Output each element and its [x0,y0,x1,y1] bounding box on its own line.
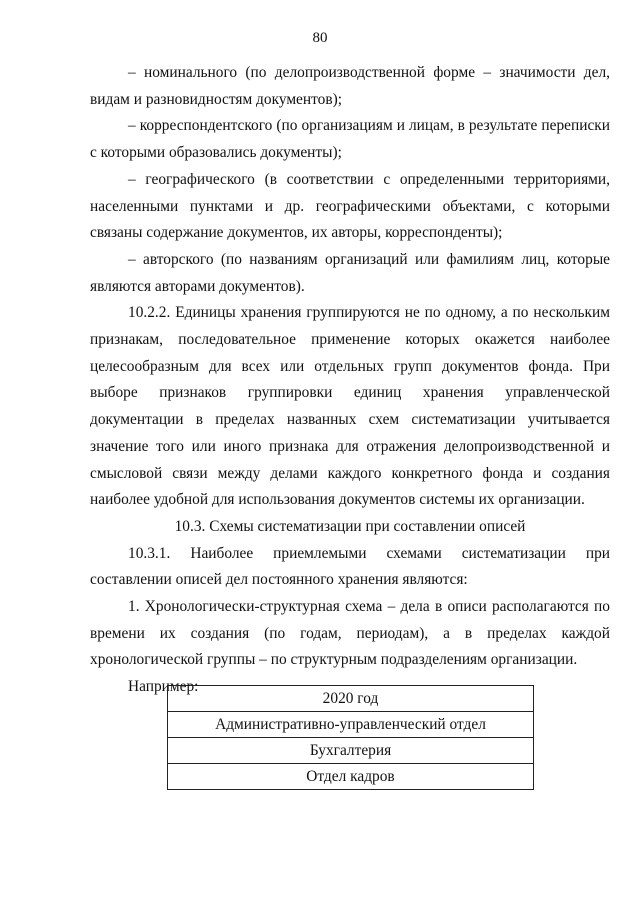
paragraph-nominal: – номинального (по делопроизводственной форме – значимости дел, видам и разновидностям документов); [90,64,610,108]
table-row [168,712,534,738]
page-number: 80 [312,30,328,46]
paragraph-correspondent: – корреспондентского (по организациям и лицам, в результате переписки с которыми образовались документы); [90,117,610,162]
table-cell-department: Административно-управленческий отдел [168,712,534,738]
table-row [168,764,534,790]
paragraph-10-3-1: 10.3.1. Наиболее приемлемыми схемами систематизации при составлении описей дел постоянного хранения являются: [90,544,610,589]
table-row [168,738,534,764]
table-cell-year: 2020 год [168,686,534,712]
paragraph-chrono-structural-scheme: 1. Хронологически-структурная схема – дела в описи располагаются по времени их создания (по годам, периодам), а в пределах каждой хронологической группы – по структурным подразделениям организации. [90,598,610,669]
table-cell-department: Бухгалтерия [168,738,534,764]
paragraph-example-label: Например: [128,678,199,696]
example-table [167,685,534,790]
table-cell-department: Отдел кадров [168,764,534,790]
paragraph-10-2-2: 10.2.2. Единицы хранения группируются не по одному, а по нескольким признакам, последовательное применение которых окажется наиболее целесообразным для всех или отдельных групп документов фонда. При выборе признаков группировки единиц хранения управленческой документации в пределах названных схем систематизации учитывается значение того или иного признака для отражения делопроизводственной и смысловой связи между делами каждого конкретного фонда и создания наиболее удобной для использования документов системы их организации. [90,304,610,509]
document-body [90,60,610,701]
paragraph-author: – авторского (по названиям организаций или фамилиям лиц, которые являются авторами документов). [90,250,610,295]
table-row [168,686,534,712]
section-heading-10-3: 10.3. Схемы систематизации при составлении описей [174,517,526,535]
paragraph-geographic: – географического (в соответствии с определенными территориями, населенными пунктами и др. географическими объектами, с которыми связаны содержание документов, их авторы, корреспонденты); [90,170,610,242]
